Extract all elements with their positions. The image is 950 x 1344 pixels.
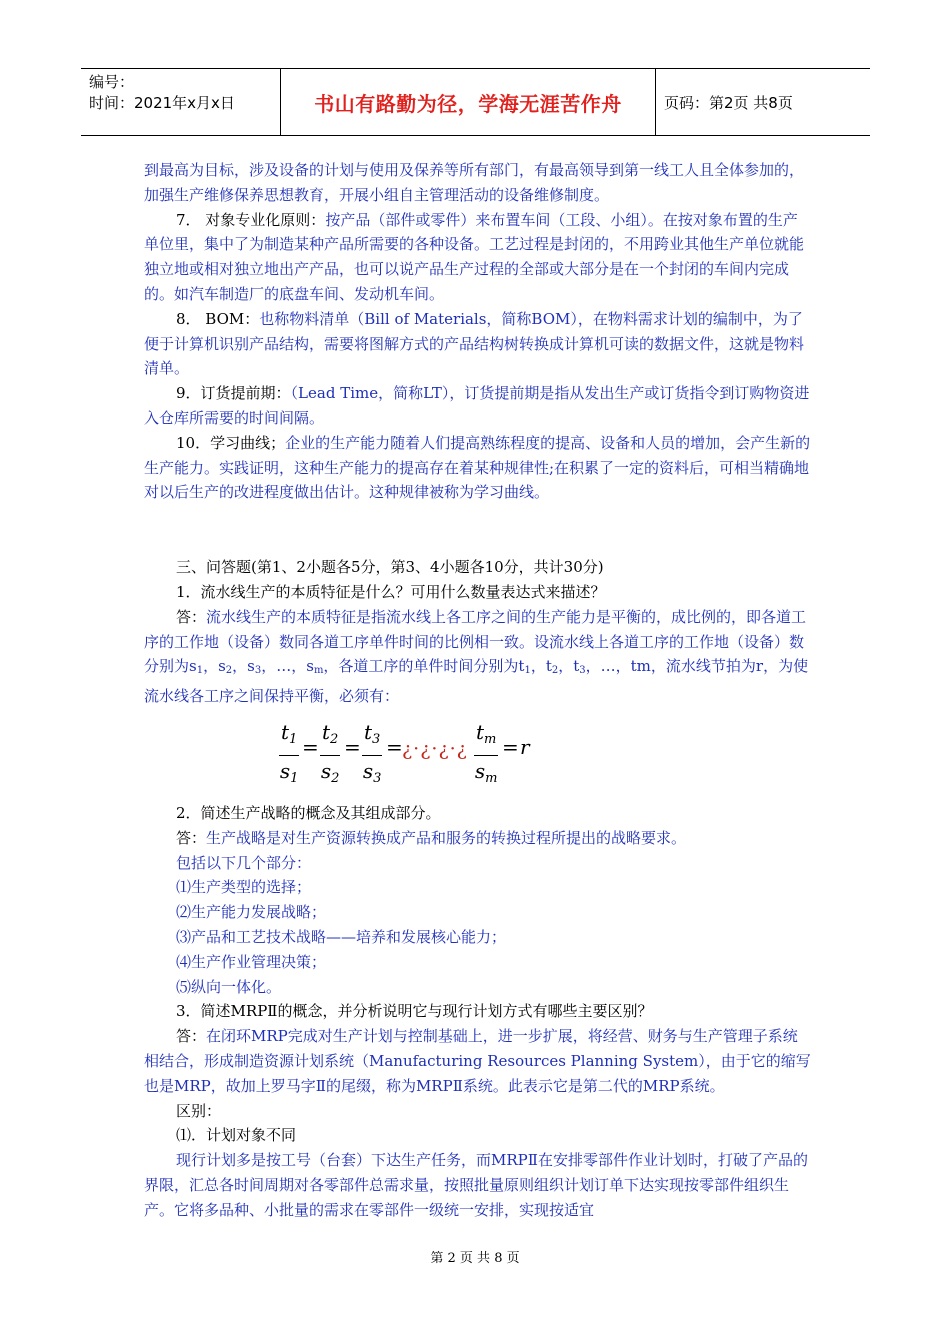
header-motto-cell: [281, 69, 656, 135]
equals-sign: =: [302, 734, 319, 759]
fraction-t2-s2: $\frac{t_2}{s_2}$: [320, 719, 340, 786]
fraction-t3-s3: $\frac{t_3}{s_3}$: [362, 719, 382, 786]
fraction-tm-sm: $\frac{t_m}{s_m}$: [474, 719, 498, 786]
difference-1-label: ⑴．计划对象不同: [176, 1126, 297, 1145]
answer-label: 答：: [176, 1027, 207, 1046]
answer-1: [144, 605, 812, 709]
difference-label: 区别：: [176, 1101, 222, 1120]
page-code: 页码：第2页 共8页: [664, 93, 793, 112]
fraction-t1-s1: $\frac{t_1}{s_1}$: [279, 719, 299, 786]
p8-label: 8． BOM：: [176, 309, 260, 328]
number-label: 编号：: [89, 73, 135, 91]
answer-3: [144, 1024, 812, 1098]
section-gap: [144, 505, 812, 555]
p10-text: 企业的生产能力随着人们提高熟练程度的提高、设备和人员的增加，会产生新的生产能力。实践证明，这种生产能力的提高存在着某种规律性;在积累了一定的资料后，可相当精确地对以后生产的改进程度做出估计。这种规律被称为学习曲线。: [144, 433, 811, 502]
header-meta: [81, 69, 281, 135]
section-3-title: 三、问答题(第1、2小题各5分，第3、4小题各10分，共计30分): [176, 558, 604, 577]
list-item: ⑶产品和工艺技术战略——培养和发展核心能力；: [176, 927, 507, 946]
p7-label: 7． 对象专业化原则：: [176, 210, 326, 229]
list-item: ⑴生产类型的选择；: [176, 878, 312, 897]
answer-2: [144, 826, 812, 851]
question-1: 1．流水线生产的本质特征是什么？可用什么数量表达式来描述？: [176, 582, 606, 601]
difference-1-text: 现行计划多是按工号（台套）下达生产任务，而MRPⅡ在安排零部件作业计划时，打破了产品的界限，汇总各时间周期对各零部件总需求量，按照批量原则组织计划订单下达实现按零部件组织生产。它将多品种、小批量的需求在零部件一级统一安排，实现按适宜: [144, 1151, 808, 1219]
equals-sign: =: [502, 734, 519, 759]
balance-formula: [144, 713, 812, 799]
page-footer: 第 2 页 共 8 页: [430, 1251, 520, 1266]
paragraph-8: [144, 307, 812, 381]
answer-label: 答：: [176, 607, 207, 626]
paragraph-10: [144, 431, 812, 505]
paragraph-6-continued: 到最高为目标，涉及设备的计划与使用及保养等所有部门，有最高领导到第一线工人且全体参加的，加强生产维修保养思想教育，开展小组自主管理活动的设备维修制度。: [144, 161, 805, 204]
header-page-cell: [656, 69, 870, 135]
list-item: ⑸纵向一体化。: [176, 977, 282, 996]
p9-label: 9．订货提前期：: [176, 384, 291, 403]
question-2: 2．简述生产战略的概念及其组成部分。: [176, 803, 441, 822]
answer-3-text: 在闭环MRP完成对生产计划与控制基础上，进一步扩展，将经营、财务与生产管理子系统相结合，形成制造资源计划系统（Manufacturing Resources Planning System），由于它的缩写也是MRP，故加上罗马字Ⅱ的尾缀，称为MRPⅡ系统。此表示它是第二代的MRP系统。: [144, 1027, 811, 1095]
paragraph-9: [144, 381, 812, 431]
p7-text: 按产品（部件或零件）来布置车间（工段、小组）。在按对象布置的生产单位里，集中了为制造某种产品所需要的各种设备。工艺过程是封闭的，不用跨业其他生产单位就能独立地或相对独立地出产产品，也可以说产品生产过程的全部或大部分是在一个封闭的车间内完成的。如汽车制造厂的底盘车间、发动机车间。: [144, 210, 805, 303]
answer-2-text: 生产战略是对生产资源转换成产品和服务的转换过程所提出的战略要求。: [206, 828, 687, 847]
p8-text: 也称物料清单（Bill of Materials，简称BOM），在物料需求计划的编制中，为了便于计算机识别产品结构，需要将图解方式的产品结构树转换成计算机可读的数据文件，这就是物料清单。: [144, 309, 805, 378]
answer-1-text: 流水线生产的本质特征是指流水线上各工序之间的生产能力是平衡的，成比例的，即各道工序的工作地（设备）数同各道工序单件时间的比例相一致。设流水线上各道工序的工作地（设备）数分别为s1，s2，s3，…，sm，各道工序的单件时间分别为t1，t2，t3，…，tm，流水线节拍为r，为使流水线各工序之间保持平衡，必须有：: [144, 607, 809, 706]
p9-text: （Lead Time，简称LT），订货提前期是指从发出生产或订货指令到订购物资进入仓库所需要的时间间隔。: [144, 384, 810, 427]
answer-label: 答：: [176, 828, 207, 847]
header-table: [81, 68, 870, 136]
list-item: ⑷生产作业管理决策；: [176, 952, 327, 971]
paragraph-7: [144, 208, 812, 307]
time-label: 时间：2021年x月x日: [89, 94, 235, 112]
p10-label: 10．学习曲线；: [176, 433, 286, 452]
list-item: 包括以下几个部分：: [176, 853, 312, 872]
formula-r: r: [520, 734, 530, 759]
motto: 书山有路勤为径，学海无涯苦作舟: [314, 91, 622, 116]
list-item: ⑵生产能力发展战略；: [176, 903, 327, 922]
document-body: [144, 158, 812, 1222]
garbled-ellipsis: ¿·¿·¿·¿: [402, 737, 468, 760]
equals-sign: =: [386, 734, 403, 759]
equals-sign: =: [344, 734, 361, 759]
question-3: 3．简述MRPⅡ的概念，并分析说明它与现行计划方式有哪些主要区别？: [176, 1002, 653, 1021]
